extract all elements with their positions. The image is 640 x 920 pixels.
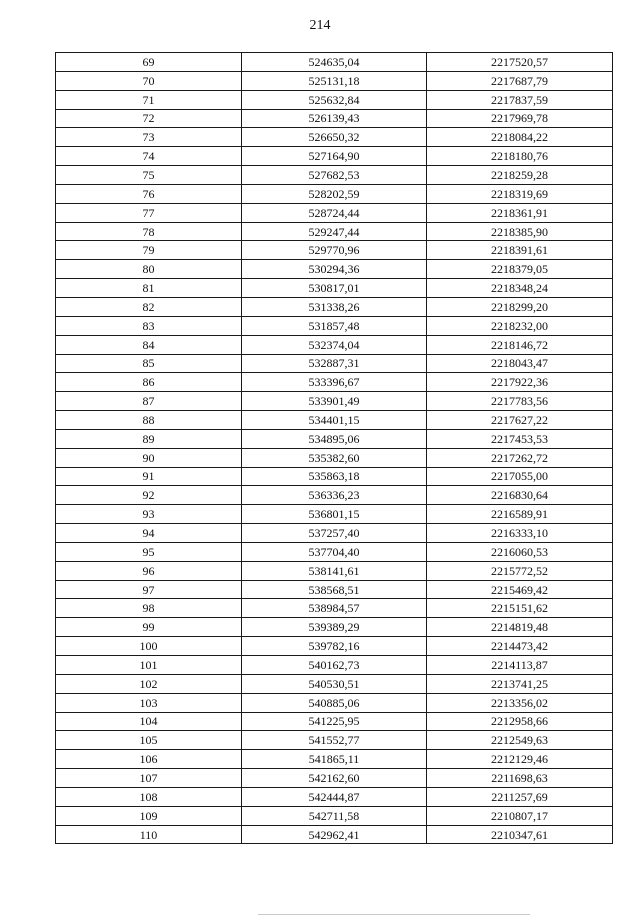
y-coordinate-cell: 2214819,48 <box>427 618 613 637</box>
point-number-cell: 100 <box>56 637 242 656</box>
table-row <box>56 429 613 448</box>
x-coordinate-cell: 535382,60 <box>242 448 427 467</box>
table-row <box>56 71 613 90</box>
point-number-cell: 89 <box>56 429 242 448</box>
point-number-cell: 78 <box>56 222 242 241</box>
point-number-cell: 72 <box>56 109 242 128</box>
y-coordinate-cell: 2217922,36 <box>427 373 613 392</box>
y-coordinate-cell: 2216589,91 <box>427 505 613 524</box>
y-coordinate-cell: 2218348,24 <box>427 279 613 298</box>
table-row <box>56 656 613 675</box>
y-coordinate-cell: 2218391,61 <box>427 241 613 260</box>
point-number-cell: 70 <box>56 71 242 90</box>
y-coordinate-cell: 2216830,64 <box>427 486 613 505</box>
x-coordinate-cell: 542711,58 <box>242 806 427 825</box>
point-number-cell: 99 <box>56 618 242 637</box>
point-number-cell: 76 <box>56 184 242 203</box>
point-number-cell: 88 <box>56 411 242 430</box>
table-row <box>56 731 613 750</box>
y-coordinate-cell: 2217520,57 <box>427 53 613 72</box>
table-row <box>56 90 613 109</box>
table-row <box>56 392 613 411</box>
y-coordinate-cell: 2211698,63 <box>427 769 613 788</box>
x-coordinate-cell: 534895,06 <box>242 429 427 448</box>
x-coordinate-cell: 536801,15 <box>242 505 427 524</box>
table-row <box>56 561 613 580</box>
point-number-cell: 84 <box>56 335 242 354</box>
x-coordinate-cell: 529770,96 <box>242 241 427 260</box>
y-coordinate-cell: 2212958,66 <box>427 712 613 731</box>
point-number-cell: 106 <box>56 750 242 769</box>
x-coordinate-cell: 533396,67 <box>242 373 427 392</box>
point-number-cell: 101 <box>56 656 242 675</box>
y-coordinate-cell: 2218084,22 <box>427 128 613 147</box>
x-coordinate-cell: 526650,32 <box>242 128 427 147</box>
x-coordinate-cell: 535863,18 <box>242 467 427 486</box>
y-coordinate-cell: 2217783,56 <box>427 392 613 411</box>
point-number-cell: 85 <box>56 354 242 373</box>
y-coordinate-cell: 2218299,20 <box>427 297 613 316</box>
table-row <box>56 580 613 599</box>
table-row <box>56 109 613 128</box>
y-coordinate-cell: 2218319,69 <box>427 184 613 203</box>
table-row <box>56 693 613 712</box>
y-coordinate-cell: 2216333,10 <box>427 524 613 543</box>
x-coordinate-cell: 531857,48 <box>242 316 427 335</box>
y-coordinate-cell: 2217627,22 <box>427 411 613 430</box>
point-number-cell: 90 <box>56 448 242 467</box>
x-coordinate-cell: 541865,11 <box>242 750 427 769</box>
y-coordinate-cell: 2217687,79 <box>427 71 613 90</box>
point-number-cell: 82 <box>56 297 242 316</box>
table-row <box>56 222 613 241</box>
point-number-cell: 71 <box>56 90 242 109</box>
point-number-cell: 83 <box>56 316 242 335</box>
x-coordinate-cell: 530294,36 <box>242 260 427 279</box>
x-coordinate-cell: 539389,29 <box>242 618 427 637</box>
point-number-cell: 93 <box>56 505 242 524</box>
x-coordinate-cell: 542162,60 <box>242 769 427 788</box>
x-coordinate-cell: 532887,31 <box>242 354 427 373</box>
y-coordinate-cell: 2218180,76 <box>427 147 613 166</box>
point-number-cell: 91 <box>56 467 242 486</box>
table-row <box>56 486 613 505</box>
point-number-cell: 74 <box>56 147 242 166</box>
y-coordinate-cell: 2218232,00 <box>427 316 613 335</box>
y-coordinate-cell: 2212549,63 <box>427 731 613 750</box>
table-row <box>56 128 613 147</box>
x-coordinate-cell: 542444,87 <box>242 787 427 806</box>
x-coordinate-cell: 540885,06 <box>242 693 427 712</box>
table-row <box>56 524 613 543</box>
x-coordinate-cell: 538568,51 <box>242 580 427 599</box>
table-row <box>56 411 613 430</box>
x-coordinate-cell: 526139,43 <box>242 109 427 128</box>
x-coordinate-cell: 527682,53 <box>242 166 427 185</box>
point-number-cell: 92 <box>56 486 242 505</box>
table-row <box>56 618 613 637</box>
y-coordinate-cell: 2214473,42 <box>427 637 613 656</box>
table-row <box>56 448 613 467</box>
table-row <box>56 241 613 260</box>
y-coordinate-cell: 2218385,90 <box>427 222 613 241</box>
point-number-cell: 73 <box>56 128 242 147</box>
x-coordinate-cell: 533901,49 <box>242 392 427 411</box>
table-row <box>56 166 613 185</box>
x-coordinate-cell: 525131,18 <box>242 71 427 90</box>
x-coordinate-cell: 530817,01 <box>242 279 427 298</box>
x-coordinate-cell: 536336,23 <box>242 486 427 505</box>
x-coordinate-cell: 534401,15 <box>242 411 427 430</box>
table-row <box>56 674 613 693</box>
x-coordinate-cell: 537257,40 <box>242 524 427 543</box>
y-coordinate-cell: 2218259,28 <box>427 166 613 185</box>
table-row <box>56 542 613 561</box>
point-number-cell: 79 <box>56 241 242 260</box>
x-coordinate-cell: 537704,40 <box>242 542 427 561</box>
x-coordinate-cell: 528724,44 <box>242 203 427 222</box>
y-coordinate-cell: 2213741,25 <box>427 674 613 693</box>
table-row <box>56 769 613 788</box>
table-row <box>56 373 613 392</box>
x-coordinate-cell: 542962,41 <box>242 825 427 844</box>
y-coordinate-cell: 2218043,47 <box>427 354 613 373</box>
y-coordinate-cell: 2215469,42 <box>427 580 613 599</box>
x-coordinate-cell: 528202,59 <box>242 184 427 203</box>
x-coordinate-cell: 538984,57 <box>242 599 427 618</box>
table-row <box>56 147 613 166</box>
table-row <box>56 806 613 825</box>
point-number-cell: 94 <box>56 524 242 543</box>
table-row <box>56 637 613 656</box>
y-coordinate-cell: 2217055,00 <box>427 467 613 486</box>
y-coordinate-cell: 2218379,05 <box>427 260 613 279</box>
y-coordinate-cell: 2210807,17 <box>427 806 613 825</box>
point-number-cell: 97 <box>56 580 242 599</box>
point-number-cell: 105 <box>56 731 242 750</box>
y-coordinate-cell: 2210347,61 <box>427 825 613 844</box>
point-number-cell: 75 <box>56 166 242 185</box>
table-body <box>56 53 613 844</box>
point-number-cell: 95 <box>56 542 242 561</box>
point-number-cell: 96 <box>56 561 242 580</box>
point-number-cell: 104 <box>56 712 242 731</box>
point-number-cell: 110 <box>56 825 242 844</box>
coordinates-table <box>55 52 613 844</box>
x-coordinate-cell: 527164,90 <box>242 147 427 166</box>
table-row <box>56 354 613 373</box>
x-coordinate-cell: 531338,26 <box>242 297 427 316</box>
point-number-cell: 69 <box>56 53 242 72</box>
x-coordinate-cell: 541225,95 <box>242 712 427 731</box>
table-row <box>56 825 613 844</box>
x-coordinate-cell: 541552,77 <box>242 731 427 750</box>
y-coordinate-cell: 2218146,72 <box>427 335 613 354</box>
table-row <box>56 260 613 279</box>
y-coordinate-cell: 2211257,69 <box>427 787 613 806</box>
bottom-divider <box>258 914 530 915</box>
y-coordinate-cell: 2217453,53 <box>427 429 613 448</box>
point-number-cell: 109 <box>56 806 242 825</box>
table-row <box>56 297 613 316</box>
table-row <box>56 467 613 486</box>
y-coordinate-cell: 2212129,46 <box>427 750 613 769</box>
x-coordinate-cell: 540162,73 <box>242 656 427 675</box>
x-coordinate-cell: 538141,61 <box>242 561 427 580</box>
y-coordinate-cell: 2217837,59 <box>427 90 613 109</box>
table-row <box>56 335 613 354</box>
table-row <box>56 599 613 618</box>
y-coordinate-cell: 2217969,78 <box>427 109 613 128</box>
table-row <box>56 750 613 769</box>
x-coordinate-cell: 532374,04 <box>242 335 427 354</box>
page-number: 214 <box>309 18 331 33</box>
table-row <box>56 203 613 222</box>
point-number-cell: 86 <box>56 373 242 392</box>
point-number-cell: 108 <box>56 787 242 806</box>
table-row <box>56 279 613 298</box>
y-coordinate-cell: 2218361,91 <box>427 203 613 222</box>
y-coordinate-cell: 2217262,72 <box>427 448 613 467</box>
point-number-cell: 102 <box>56 674 242 693</box>
point-number-cell: 81 <box>56 279 242 298</box>
point-number-cell: 80 <box>56 260 242 279</box>
table-row <box>56 505 613 524</box>
y-coordinate-cell: 2215772,52 <box>427 561 613 580</box>
y-coordinate-cell: 2214113,87 <box>427 656 613 675</box>
y-coordinate-cell: 2213356,02 <box>427 693 613 712</box>
x-coordinate-cell: 525632,84 <box>242 90 427 109</box>
table-row <box>56 787 613 806</box>
x-coordinate-cell: 539782,16 <box>242 637 427 656</box>
table-row <box>56 712 613 731</box>
y-coordinate-cell: 2216060,53 <box>427 542 613 561</box>
table-row <box>56 316 613 335</box>
point-number-cell: 87 <box>56 392 242 411</box>
point-number-cell: 107 <box>56 769 242 788</box>
x-coordinate-cell: 540530,51 <box>242 674 427 693</box>
point-number-cell: 98 <box>56 599 242 618</box>
point-number-cell: 103 <box>56 693 242 712</box>
point-number-cell: 77 <box>56 203 242 222</box>
y-coordinate-cell: 2215151,62 <box>427 599 613 618</box>
x-coordinate-cell: 524635,04 <box>242 53 427 72</box>
table-row <box>56 184 613 203</box>
x-coordinate-cell: 529247,44 <box>242 222 427 241</box>
table-row <box>56 53 613 72</box>
